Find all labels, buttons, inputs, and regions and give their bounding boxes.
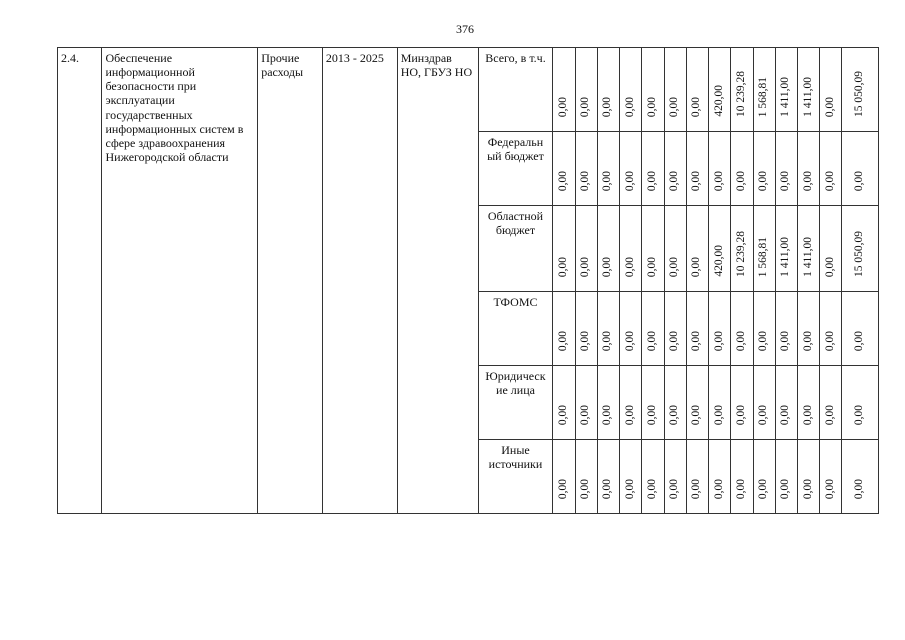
value-text: 0,00 xyxy=(757,170,770,191)
funding-source-label: Иные источники xyxy=(478,440,553,514)
value-text: 0,00 xyxy=(712,478,725,499)
value-cell xyxy=(842,440,879,514)
value-text: 0,00 xyxy=(779,170,792,191)
value-text: 0,00 xyxy=(557,256,570,277)
value-cell xyxy=(797,440,819,514)
value-cell xyxy=(664,48,686,132)
value-text: 0,00 xyxy=(601,96,614,117)
value-text: 0,00 xyxy=(853,170,866,191)
value-text: 0,00 xyxy=(668,170,681,191)
value-cell xyxy=(575,206,597,292)
value-text: 0,00 xyxy=(690,170,703,191)
value-cell xyxy=(775,440,797,514)
value-cell xyxy=(820,440,842,514)
value-cell xyxy=(731,206,753,292)
value-text: 0,00 xyxy=(712,170,725,191)
value-text: 0,00 xyxy=(557,330,570,351)
value-text: 0,00 xyxy=(668,330,681,351)
value-cell xyxy=(797,206,819,292)
value-text: 0,00 xyxy=(623,478,636,499)
value-cell xyxy=(597,366,619,440)
value-cell xyxy=(575,132,597,206)
value-text: 0,00 xyxy=(601,478,614,499)
value-cell xyxy=(797,132,819,206)
value-text: 0,00 xyxy=(757,330,770,351)
value-text: 0,00 xyxy=(853,330,866,351)
value-cell xyxy=(842,132,879,206)
value-text: 0,00 xyxy=(801,404,814,425)
value-text: 0,00 xyxy=(646,256,659,277)
value-text: 1 568,81 xyxy=(757,76,770,117)
value-text: 0,00 xyxy=(557,170,570,191)
value-cell xyxy=(775,366,797,440)
value-cell xyxy=(553,48,575,132)
value-cell xyxy=(664,366,686,440)
value-cell xyxy=(686,440,708,514)
value-text: 0,00 xyxy=(757,478,770,499)
value-cell xyxy=(731,440,753,514)
value-cell xyxy=(553,292,575,366)
value-cell xyxy=(620,366,642,440)
value-text: 0,00 xyxy=(690,256,703,277)
value-text: 0,00 xyxy=(824,170,837,191)
value-text: 0,00 xyxy=(601,330,614,351)
value-cell xyxy=(686,132,708,206)
value-text: 0,00 xyxy=(623,170,636,191)
value-cell xyxy=(553,440,575,514)
value-cell xyxy=(642,48,664,132)
value-cell xyxy=(797,48,819,132)
budget-table-body xyxy=(58,48,879,514)
funding-source-label: Федеральн ый бюджет xyxy=(478,132,553,206)
value-cell xyxy=(553,206,575,292)
value-cell xyxy=(753,440,775,514)
value-cell xyxy=(597,48,619,132)
value-text: 0,00 xyxy=(779,478,792,499)
value-cell xyxy=(686,366,708,440)
period: 2013 - 2025 xyxy=(322,48,397,514)
value-cell xyxy=(709,48,731,132)
value-text: 0,00 xyxy=(735,330,748,351)
value-text: 0,00 xyxy=(557,96,570,117)
executors: Минздрав НО, ГБУЗ НО xyxy=(397,48,478,514)
value-text: 0,00 xyxy=(824,96,837,117)
value-cell xyxy=(597,440,619,514)
funding-source-label: Всего, в т.ч. xyxy=(478,48,553,132)
value-text: 0,00 xyxy=(646,170,659,191)
measure-name: Обеспечение информационной безопасности при эксплуатации государственных информационных систем в сфере здравоохранения Нижегородской области xyxy=(102,48,258,514)
value-cell xyxy=(820,366,842,440)
value-cell xyxy=(731,48,753,132)
value-text: 0,00 xyxy=(712,330,725,351)
value-text: 0,00 xyxy=(601,256,614,277)
value-text: 0,00 xyxy=(623,96,636,117)
value-text: 0,00 xyxy=(623,330,636,351)
value-text: 0,00 xyxy=(779,330,792,351)
value-text: 1 411,00 xyxy=(779,237,792,277)
value-cell xyxy=(664,440,686,514)
value-cell xyxy=(620,206,642,292)
value-cell xyxy=(842,366,879,440)
value-text: 0,00 xyxy=(579,478,592,499)
value-cell xyxy=(753,366,775,440)
value-text: 1 568,81 xyxy=(757,236,770,277)
budget-table xyxy=(57,47,879,514)
value-text: 0,00 xyxy=(735,478,748,499)
value-text: 0,00 xyxy=(735,404,748,425)
value-cell xyxy=(686,48,708,132)
value-text: 0,00 xyxy=(690,404,703,425)
value-text: 0,00 xyxy=(801,478,814,499)
value-text: 0,00 xyxy=(757,404,770,425)
value-cell xyxy=(575,440,597,514)
value-cell xyxy=(731,132,753,206)
value-cell xyxy=(553,366,575,440)
value-cell xyxy=(820,206,842,292)
value-cell xyxy=(642,440,664,514)
value-text: 0,00 xyxy=(779,404,792,425)
row-id: 2.4. xyxy=(58,48,102,514)
value-text: 0,00 xyxy=(824,256,837,277)
value-text: 0,00 xyxy=(646,96,659,117)
value-text: 15 050,09 xyxy=(853,231,866,277)
value-cell xyxy=(731,366,753,440)
value-text: 0,00 xyxy=(690,330,703,351)
value-text: 0,00 xyxy=(668,256,681,277)
value-cell xyxy=(709,132,731,206)
value-cell xyxy=(597,292,619,366)
value-text: 0,00 xyxy=(690,96,703,117)
value-text: 10 239,28 xyxy=(735,71,748,117)
value-cell xyxy=(620,440,642,514)
value-text: 1 411,00 xyxy=(779,77,792,117)
value-text: 0,00 xyxy=(579,170,592,191)
value-cell xyxy=(642,292,664,366)
value-cell xyxy=(620,48,642,132)
value-cell xyxy=(709,366,731,440)
value-cell xyxy=(842,206,879,292)
value-text: 0,00 xyxy=(557,478,570,499)
value-cell xyxy=(597,132,619,206)
value-text: 0,00 xyxy=(579,96,592,117)
value-cell xyxy=(664,292,686,366)
value-text: 1 411,00 xyxy=(801,77,814,117)
expense-type: Прочие расходы xyxy=(258,48,323,514)
value-cell xyxy=(664,206,686,292)
value-cell xyxy=(709,206,731,292)
value-text: 0,00 xyxy=(801,170,814,191)
value-cell xyxy=(842,48,879,132)
value-cell xyxy=(686,292,708,366)
value-cell xyxy=(820,292,842,366)
value-cell xyxy=(753,132,775,206)
value-text: 420,00 xyxy=(712,245,725,277)
value-text: 0,00 xyxy=(646,478,659,499)
value-cell xyxy=(575,48,597,132)
value-cell xyxy=(797,292,819,366)
value-cell xyxy=(820,48,842,132)
value-text: 0,00 xyxy=(579,330,592,351)
value-text: 0,00 xyxy=(853,478,866,499)
value-cell xyxy=(686,206,708,292)
value-cell xyxy=(731,292,753,366)
value-cell xyxy=(753,206,775,292)
value-cell xyxy=(753,292,775,366)
value-text: 0,00 xyxy=(690,478,703,499)
value-text: 0,00 xyxy=(646,330,659,351)
value-text: 0,00 xyxy=(579,256,592,277)
value-text: 0,00 xyxy=(712,404,725,425)
value-cell xyxy=(620,292,642,366)
value-text: 420,00 xyxy=(712,85,725,117)
table-row xyxy=(58,48,879,132)
value-text: 0,00 xyxy=(735,170,748,191)
value-cell xyxy=(775,48,797,132)
value-text: 15 050,09 xyxy=(853,71,866,117)
value-text: 0,00 xyxy=(623,404,636,425)
value-cell xyxy=(642,366,664,440)
value-cell xyxy=(775,132,797,206)
value-cell xyxy=(709,292,731,366)
value-text: 0,00 xyxy=(668,96,681,117)
value-text: 0,00 xyxy=(668,478,681,499)
value-cell xyxy=(775,206,797,292)
value-cell xyxy=(553,132,575,206)
value-cell xyxy=(642,206,664,292)
value-text: 0,00 xyxy=(646,404,659,425)
value-text: 0,00 xyxy=(668,404,681,425)
value-cell xyxy=(709,440,731,514)
funding-source-label: Юридическ ие лица xyxy=(478,366,553,440)
value-cell xyxy=(575,366,597,440)
value-cell xyxy=(820,132,842,206)
value-text: 0,00 xyxy=(801,330,814,351)
value-cell xyxy=(753,48,775,132)
funding-source-label: ТФОМС xyxy=(478,292,553,366)
value-text: 0,00 xyxy=(601,170,614,191)
value-text: 0,00 xyxy=(579,404,592,425)
value-cell xyxy=(575,292,597,366)
value-cell xyxy=(664,132,686,206)
value-text: 0,00 xyxy=(601,404,614,425)
value-text: 10 239,28 xyxy=(735,231,748,277)
funding-source-label: Областной бюджет xyxy=(478,206,553,292)
value-text: 0,00 xyxy=(557,404,570,425)
value-text: 1 411,00 xyxy=(801,237,814,277)
value-cell xyxy=(797,366,819,440)
value-cell xyxy=(842,292,879,366)
value-text: 0,00 xyxy=(824,404,837,425)
value-cell xyxy=(775,292,797,366)
value-text: 0,00 xyxy=(853,404,866,425)
value-cell xyxy=(597,206,619,292)
value-cell xyxy=(642,132,664,206)
value-text: 0,00 xyxy=(824,478,837,499)
value-cell xyxy=(620,132,642,206)
page-number: 376 xyxy=(456,22,474,36)
value-text: 0,00 xyxy=(623,256,636,277)
value-text: 0,00 xyxy=(824,330,837,351)
